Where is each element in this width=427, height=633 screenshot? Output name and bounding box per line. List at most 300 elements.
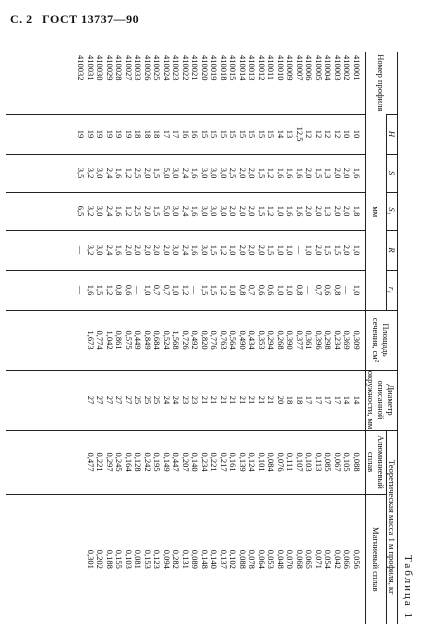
cell-r: 1,6	[114, 244, 125, 256]
cell-r: 2,0	[133, 244, 144, 256]
cell-s1: 1,6	[285, 205, 296, 217]
cell-h: 19	[114, 129, 125, 139]
cell-s1: 3,0	[171, 205, 182, 217]
cell-d: 27	[86, 395, 96, 405]
cell-al: 0,242	[143, 452, 153, 472]
cell-al: 0,067	[333, 452, 343, 472]
cell-n: 410013	[247, 55, 258, 81]
cell-r: 3,0	[171, 244, 182, 256]
cell-n: 410007	[295, 55, 305, 81]
cell-al: 0,477	[86, 452, 96, 472]
cell-r: 1,6	[190, 244, 201, 256]
cell-s1: 1,2	[124, 205, 134, 217]
cell-area	[76, 311, 86, 370]
cell-h: 17	[162, 129, 172, 139]
cell-h: 19	[105, 129, 115, 139]
cell-s: 1,6	[285, 167, 296, 179]
cell-mg: 0,153	[143, 549, 153, 569]
cell-s: 3,0	[209, 167, 220, 179]
cell-al: 0,107	[295, 452, 305, 472]
cell-al: 0,088	[352, 452, 362, 472]
page-header	[10, 12, 145, 27]
cell-n: 410022	[181, 55, 191, 81]
cell-r1: 1,2	[181, 284, 191, 296]
cell-s: 1,3	[323, 167, 334, 179]
cell-h: 15	[266, 129, 277, 139]
cell-s: 3,5	[76, 167, 87, 179]
cell-r1: —	[190, 285, 201, 295]
cell-al: 0,113	[314, 452, 324, 472]
cell-n: 410026	[143, 55, 153, 81]
cell-r: 3,2	[86, 244, 96, 256]
cell-h: 15	[238, 129, 248, 139]
cell-d: 27	[95, 395, 106, 405]
cell-al: 0,161	[228, 452, 239, 472]
cell-s: 2,0	[304, 167, 315, 179]
header-number: Номер профиля	[366, 52, 398, 114]
cell-s1: 3,2	[86, 205, 96, 217]
cell-h: 12,5	[295, 126, 305, 142]
page-label: С. 2	[10, 12, 33, 26]
cell-d: 27	[105, 395, 115, 405]
cell-s: 1,6	[114, 167, 125, 179]
cell-r: 1,0	[304, 244, 315, 256]
cell-n: 410004	[323, 55, 334, 81]
cell-al: 0,297	[105, 452, 115, 472]
cell-d: 21	[266, 395, 277, 405]
cell-r1: —	[133, 285, 144, 295]
cell-h: 19	[86, 129, 96, 139]
col-aluminium	[6, 430, 366, 494]
cell-s1: 3,0	[219, 205, 229, 217]
cell-h: 19	[124, 129, 134, 139]
cell-h: 17	[171, 129, 182, 139]
cell-al: 0,101	[257, 452, 267, 472]
cell-r1: 0,6	[257, 284, 267, 296]
cell-n: 410015	[228, 55, 239, 81]
table-body-row	[6, 52, 366, 624]
cell-s: 1,5	[314, 167, 324, 179]
cell-al: 0,234	[200, 452, 210, 472]
cell-area: 0,492	[190, 330, 201, 350]
cell-d: 25	[152, 395, 163, 405]
cell-n: 410006	[304, 55, 315, 81]
cell-al: 0,084	[266, 452, 277, 472]
cell-r1: 1,0	[171, 284, 182, 296]
cell-n: 410012	[257, 55, 267, 81]
header-s: S	[387, 154, 398, 192]
cell-s: 2,4	[181, 167, 191, 179]
header-mass-group: Теоретическая масса 1 м профиля, кг	[387, 430, 398, 624]
cell-n: 410030	[95, 55, 106, 81]
cell-r1: 1,5	[200, 284, 210, 296]
cell-area: 0,684	[152, 330, 163, 350]
cell-area: 0,564	[228, 330, 239, 350]
cell-s1: 2,0	[228, 205, 239, 217]
cell-n: 410023	[171, 55, 182, 81]
cell-r1: 1,5	[209, 284, 220, 296]
cell-s: 3,0	[200, 167, 210, 179]
cell-al: 0,149	[162, 452, 172, 472]
cell-area: 0,524	[162, 330, 172, 350]
cell-s: 1,5	[152, 167, 163, 179]
col-r	[6, 230, 366, 270]
cell-d: 20	[276, 395, 286, 405]
cell-s: 3,2	[86, 167, 96, 179]
cell-r1: —	[342, 285, 353, 295]
cell-s1: 3,0	[95, 205, 106, 217]
cell-n: 410002	[342, 55, 353, 81]
cell-mg: 0,054	[323, 549, 334, 569]
cell-h: 19	[95, 129, 106, 139]
header-area: Площадь сечения, см²	[366, 310, 398, 370]
cell-h: 19	[76, 129, 87, 139]
cell-s: 2,0	[238, 167, 248, 179]
cell-d: 27	[124, 395, 134, 405]
cell-area: 0,776	[209, 330, 220, 350]
cell-mg: 0,056	[352, 549, 362, 569]
cell-area: 0,849	[143, 330, 153, 350]
cell-s: 2,0	[342, 167, 353, 179]
cell-r: 1,0	[285, 244, 296, 256]
col-area	[6, 310, 366, 370]
cell-n: 410027	[124, 55, 134, 81]
cell-d: 18	[285, 395, 296, 405]
cell-s: 1,6	[190, 167, 201, 179]
cell-n: 410018	[219, 55, 229, 81]
cell-mg: 0,103	[124, 549, 134, 569]
cell-r1: 0,7	[314, 284, 324, 296]
cell-d: 17	[304, 395, 315, 405]
cell-area: 0,298	[323, 330, 334, 350]
cell-h: 12	[323, 129, 334, 139]
cell-d: 14	[342, 395, 353, 405]
cell-area: 0,396	[314, 330, 324, 350]
cell-area: 0,861	[114, 330, 125, 350]
cell-area: 0,234	[333, 330, 343, 350]
cell-h: 15	[228, 129, 239, 139]
cell-r1: 0,7	[152, 284, 163, 296]
cell-r: 1,2	[219, 244, 229, 256]
cell-s: 1,6	[352, 167, 362, 179]
header-unit-mm: мм	[366, 114, 387, 310]
cell-mg: 0,070	[285, 549, 296, 569]
cell-s: 2,4	[105, 167, 115, 179]
cell-mg: 0,155	[114, 549, 125, 569]
cell-r: 1,0	[352, 244, 362, 256]
cell-d: 21	[257, 395, 267, 405]
cell-n: 410010	[276, 55, 286, 81]
cell-d: 24	[171, 395, 182, 405]
profiles-table	[6, 52, 398, 624]
cell-n: 410001	[352, 55, 362, 81]
cell-h: 10	[352, 129, 362, 139]
cell-mg: 0,068	[295, 549, 305, 569]
cell-r1: 0,6	[124, 284, 134, 296]
cell-n: 410032	[76, 55, 87, 81]
cell-d: 24	[162, 395, 172, 405]
cell-r: —	[76, 245, 87, 255]
cell-n: 410028	[114, 55, 125, 81]
cell-d: 21	[228, 395, 239, 405]
cell-h: 15	[257, 129, 267, 139]
cell-s: 2,0	[143, 167, 153, 179]
cell-s: 1,2	[124, 167, 134, 179]
cell-mg: 0,282	[171, 549, 182, 569]
cell-r1: 1,6	[86, 284, 96, 296]
cell-mg: 0,131	[181, 549, 191, 569]
cell-area: 0,820	[200, 330, 210, 350]
cell-mg: 0,202	[95, 549, 106, 569]
cell-n: 410003	[333, 55, 343, 81]
cell-area: 0,390	[285, 330, 296, 350]
cell-r: 3,0	[95, 244, 106, 256]
cell-mg: 0,188	[105, 549, 115, 569]
cell-s1: 1,8	[352, 205, 362, 217]
cell-area: 0,309	[352, 330, 362, 350]
cell-area: 1,673	[86, 330, 96, 350]
cell-area: 0,434	[247, 330, 258, 350]
cell-area: 1,568	[171, 330, 182, 350]
cell-s: 2,5	[133, 167, 144, 179]
cell-h: 18	[152, 129, 163, 139]
cell-r1: 1,0	[352, 284, 362, 296]
cell-mg: 0,065	[304, 549, 315, 569]
cell-area: 0,268	[276, 330, 286, 350]
cell-s1: 1,5	[152, 205, 163, 217]
cell-r: 1,0	[276, 244, 286, 256]
cell-s1: 1,6	[295, 205, 305, 217]
cell-mg: 0,140	[209, 549, 220, 569]
col-number	[6, 52, 366, 114]
cell-s1: 1,6	[190, 205, 201, 217]
cell-s: 5,0	[162, 167, 172, 179]
cell-r1: 0,8	[114, 284, 125, 296]
header-diameter: Диаметр описанной окружности, мм	[366, 370, 397, 430]
cell-area: 0,377	[295, 330, 305, 350]
cell-h: 15	[209, 129, 220, 139]
cell-area: 0,763	[219, 330, 229, 350]
cell-mg: 0,123	[152, 549, 163, 569]
header-magnesium: Магниевый сплав	[366, 494, 387, 624]
cell-h: 12	[314, 129, 324, 139]
cell-s1: 6,5	[76, 205, 87, 217]
cell-mg: 0,066	[342, 549, 353, 569]
cell-r1: 0,8	[333, 284, 343, 296]
cell-r1: 1,2	[105, 284, 115, 296]
cell-s1: 2,0	[314, 205, 324, 217]
cell-n: 410025	[152, 55, 163, 81]
col-diameter	[6, 370, 366, 430]
cell-r1: 1,0	[285, 284, 296, 296]
cell-mg: 0,078	[247, 549, 258, 569]
cell-r: 3,0	[200, 244, 210, 256]
cell-r1: 1,2	[219, 284, 229, 296]
cell-s1: 2,0	[238, 205, 248, 217]
cell-h: 18	[133, 129, 144, 139]
col-s	[6, 154, 366, 192]
cell-area: 1,042	[105, 330, 115, 350]
cell-n: 410019	[209, 55, 220, 81]
cell-r1: 0,6	[323, 284, 334, 296]
cell-r1: —	[76, 285, 87, 295]
cell-h: 12	[304, 129, 315, 139]
cell-al: 0,140	[190, 452, 201, 472]
cell-s1: 1,2	[266, 205, 277, 217]
cell-r: 2,0	[143, 244, 153, 256]
cell-r: —	[295, 245, 305, 255]
cell-mg: 0,301	[86, 549, 96, 569]
cell-al: 0,085	[323, 452, 334, 472]
cell-r: 2,4	[181, 244, 191, 256]
cell-h: 10	[342, 129, 353, 139]
cell-n: 410029	[105, 55, 115, 81]
cell-s1: 1,6	[114, 205, 125, 217]
col-h	[6, 114, 366, 154]
cell-s: 3,0	[95, 167, 106, 179]
cell-n: 410005	[314, 55, 324, 81]
cell-d: 25	[133, 395, 144, 405]
cell-mg: 0,064	[257, 549, 267, 569]
cell-n: 410024	[162, 55, 172, 81]
cell-s1: 2,0	[247, 205, 258, 217]
header-aluminium: Алюминиевый сплав	[366, 430, 387, 494]
cell-r: 2,0	[238, 244, 248, 256]
cell-mg: 0,048	[276, 549, 286, 569]
cell-s1: 2,0	[304, 205, 315, 217]
cell-r: 1,5	[333, 244, 343, 256]
cell-d: 14	[352, 395, 362, 405]
cell-al: 0,245	[114, 452, 125, 472]
cell-n: 410011	[266, 55, 277, 81]
cell-d: 18	[295, 395, 305, 405]
cell-r1: 0,6	[266, 284, 277, 296]
cell-r: 2,0	[257, 244, 267, 256]
cell-d: 21	[200, 395, 210, 405]
cell-r: 2,0	[247, 244, 258, 256]
cell-s1: 1,3	[323, 205, 334, 217]
cell-n: 410014	[238, 55, 248, 81]
header-r: R	[387, 230, 398, 270]
cell-al: 0,217	[219, 452, 229, 472]
col-s1	[6, 192, 366, 230]
cell-r1: 0,7	[247, 284, 258, 296]
cell-area: 0,361	[304, 330, 315, 350]
cell-d: 25	[143, 395, 153, 405]
cell-h: 16	[190, 129, 201, 139]
cell-s1: 1,0	[276, 205, 286, 217]
cell-mg: 0,053	[266, 549, 277, 569]
cell-al: 0,447	[171, 452, 182, 472]
cell-mg: 0,137	[219, 549, 229, 569]
cell-d: 17	[333, 395, 343, 405]
cell-al	[76, 431, 86, 494]
cell-r: 1,5	[266, 244, 277, 256]
rotated-table-block	[3, 52, 413, 624]
cell-s1: 2,0	[143, 205, 153, 217]
cell-al: 0,207	[181, 452, 191, 472]
cell-r1: 1,0	[228, 284, 239, 296]
cell-s1: 2,4	[105, 205, 115, 217]
cell-area: 0,294	[266, 330, 277, 350]
cell-r: 1,0	[228, 244, 239, 256]
cell-al: 0,111	[285, 452, 296, 472]
cell-al: 0,076	[276, 452, 286, 472]
cell-r1: 0,8	[295, 284, 305, 296]
cell-s: 3,0	[219, 167, 229, 179]
cell-r: 1,5	[209, 244, 220, 256]
cell-al: 0,164	[124, 452, 134, 472]
cell-al: 0,221	[209, 452, 220, 472]
cell-r1: 0,8	[238, 284, 248, 296]
cell-n: 410033	[133, 55, 144, 81]
cell-h: 15	[247, 129, 258, 139]
cell-al: 0,105	[342, 452, 353, 472]
table-caption: Таблица 1	[402, 554, 414, 620]
cell-h: 15	[219, 129, 229, 139]
cell-s1: 2,0	[333, 205, 343, 217]
cell-r1: 1,5	[95, 284, 106, 296]
cell-h: 13	[285, 129, 296, 139]
cell-r1: 1,0	[276, 284, 286, 296]
cell-d: 23	[190, 395, 201, 405]
cell-al: 0,139	[238, 452, 248, 472]
cell-d: 27	[114, 395, 125, 405]
cell-r: 2,0	[152, 244, 163, 256]
cell-h: 15	[200, 129, 210, 139]
cell-area: 0,774	[95, 330, 106, 350]
cell-s: 2,0	[333, 167, 343, 179]
cell-s1: 3,0	[200, 205, 210, 217]
header-h: H	[387, 114, 398, 154]
cell-area: 0,726	[181, 330, 191, 350]
cell-al: 0,221	[95, 452, 106, 472]
cell-d: 21	[219, 395, 229, 405]
cell-mg: 0,094	[162, 549, 172, 569]
cell-mg: 0,081	[133, 549, 144, 569]
cell-al: 0,124	[247, 452, 258, 472]
cell-area: 0,575	[124, 330, 134, 350]
cell-n: 410021	[190, 55, 201, 81]
cell-mg: 0,042	[333, 549, 343, 569]
cell-mg: 0,148	[200, 549, 210, 569]
cell-s: 2,0	[247, 167, 258, 179]
cell-al: 0,103	[304, 452, 315, 472]
cell-s1: 2,4	[181, 205, 191, 217]
cell-s: 1,6	[295, 167, 305, 179]
cell-h: 12	[333, 129, 343, 139]
standard-code: ГОСТ 13737—90	[42, 12, 140, 26]
cell-s: 1,6	[276, 167, 286, 179]
cell-mg: 0,102	[228, 549, 239, 569]
cell-h: 18	[143, 129, 153, 139]
cell-mg: 0,071	[314, 549, 324, 569]
cell-h: 16	[181, 129, 191, 139]
cell-al: 0,128	[133, 452, 144, 472]
cell-r: 2,0	[162, 244, 172, 256]
cell-s: 1,5	[257, 167, 267, 179]
cell-d: 17	[314, 395, 324, 405]
cell-s1: 2,5	[133, 205, 144, 217]
col-magnesium	[6, 494, 366, 624]
cell-s: 1,2	[266, 167, 277, 179]
cell-d: 21	[247, 395, 258, 405]
cell-area: 0,353	[257, 330, 267, 350]
cell-d	[76, 371, 86, 430]
cell-n: 410009	[285, 55, 296, 81]
cell-d: 23	[181, 395, 191, 405]
cell-d: 21	[209, 395, 220, 405]
